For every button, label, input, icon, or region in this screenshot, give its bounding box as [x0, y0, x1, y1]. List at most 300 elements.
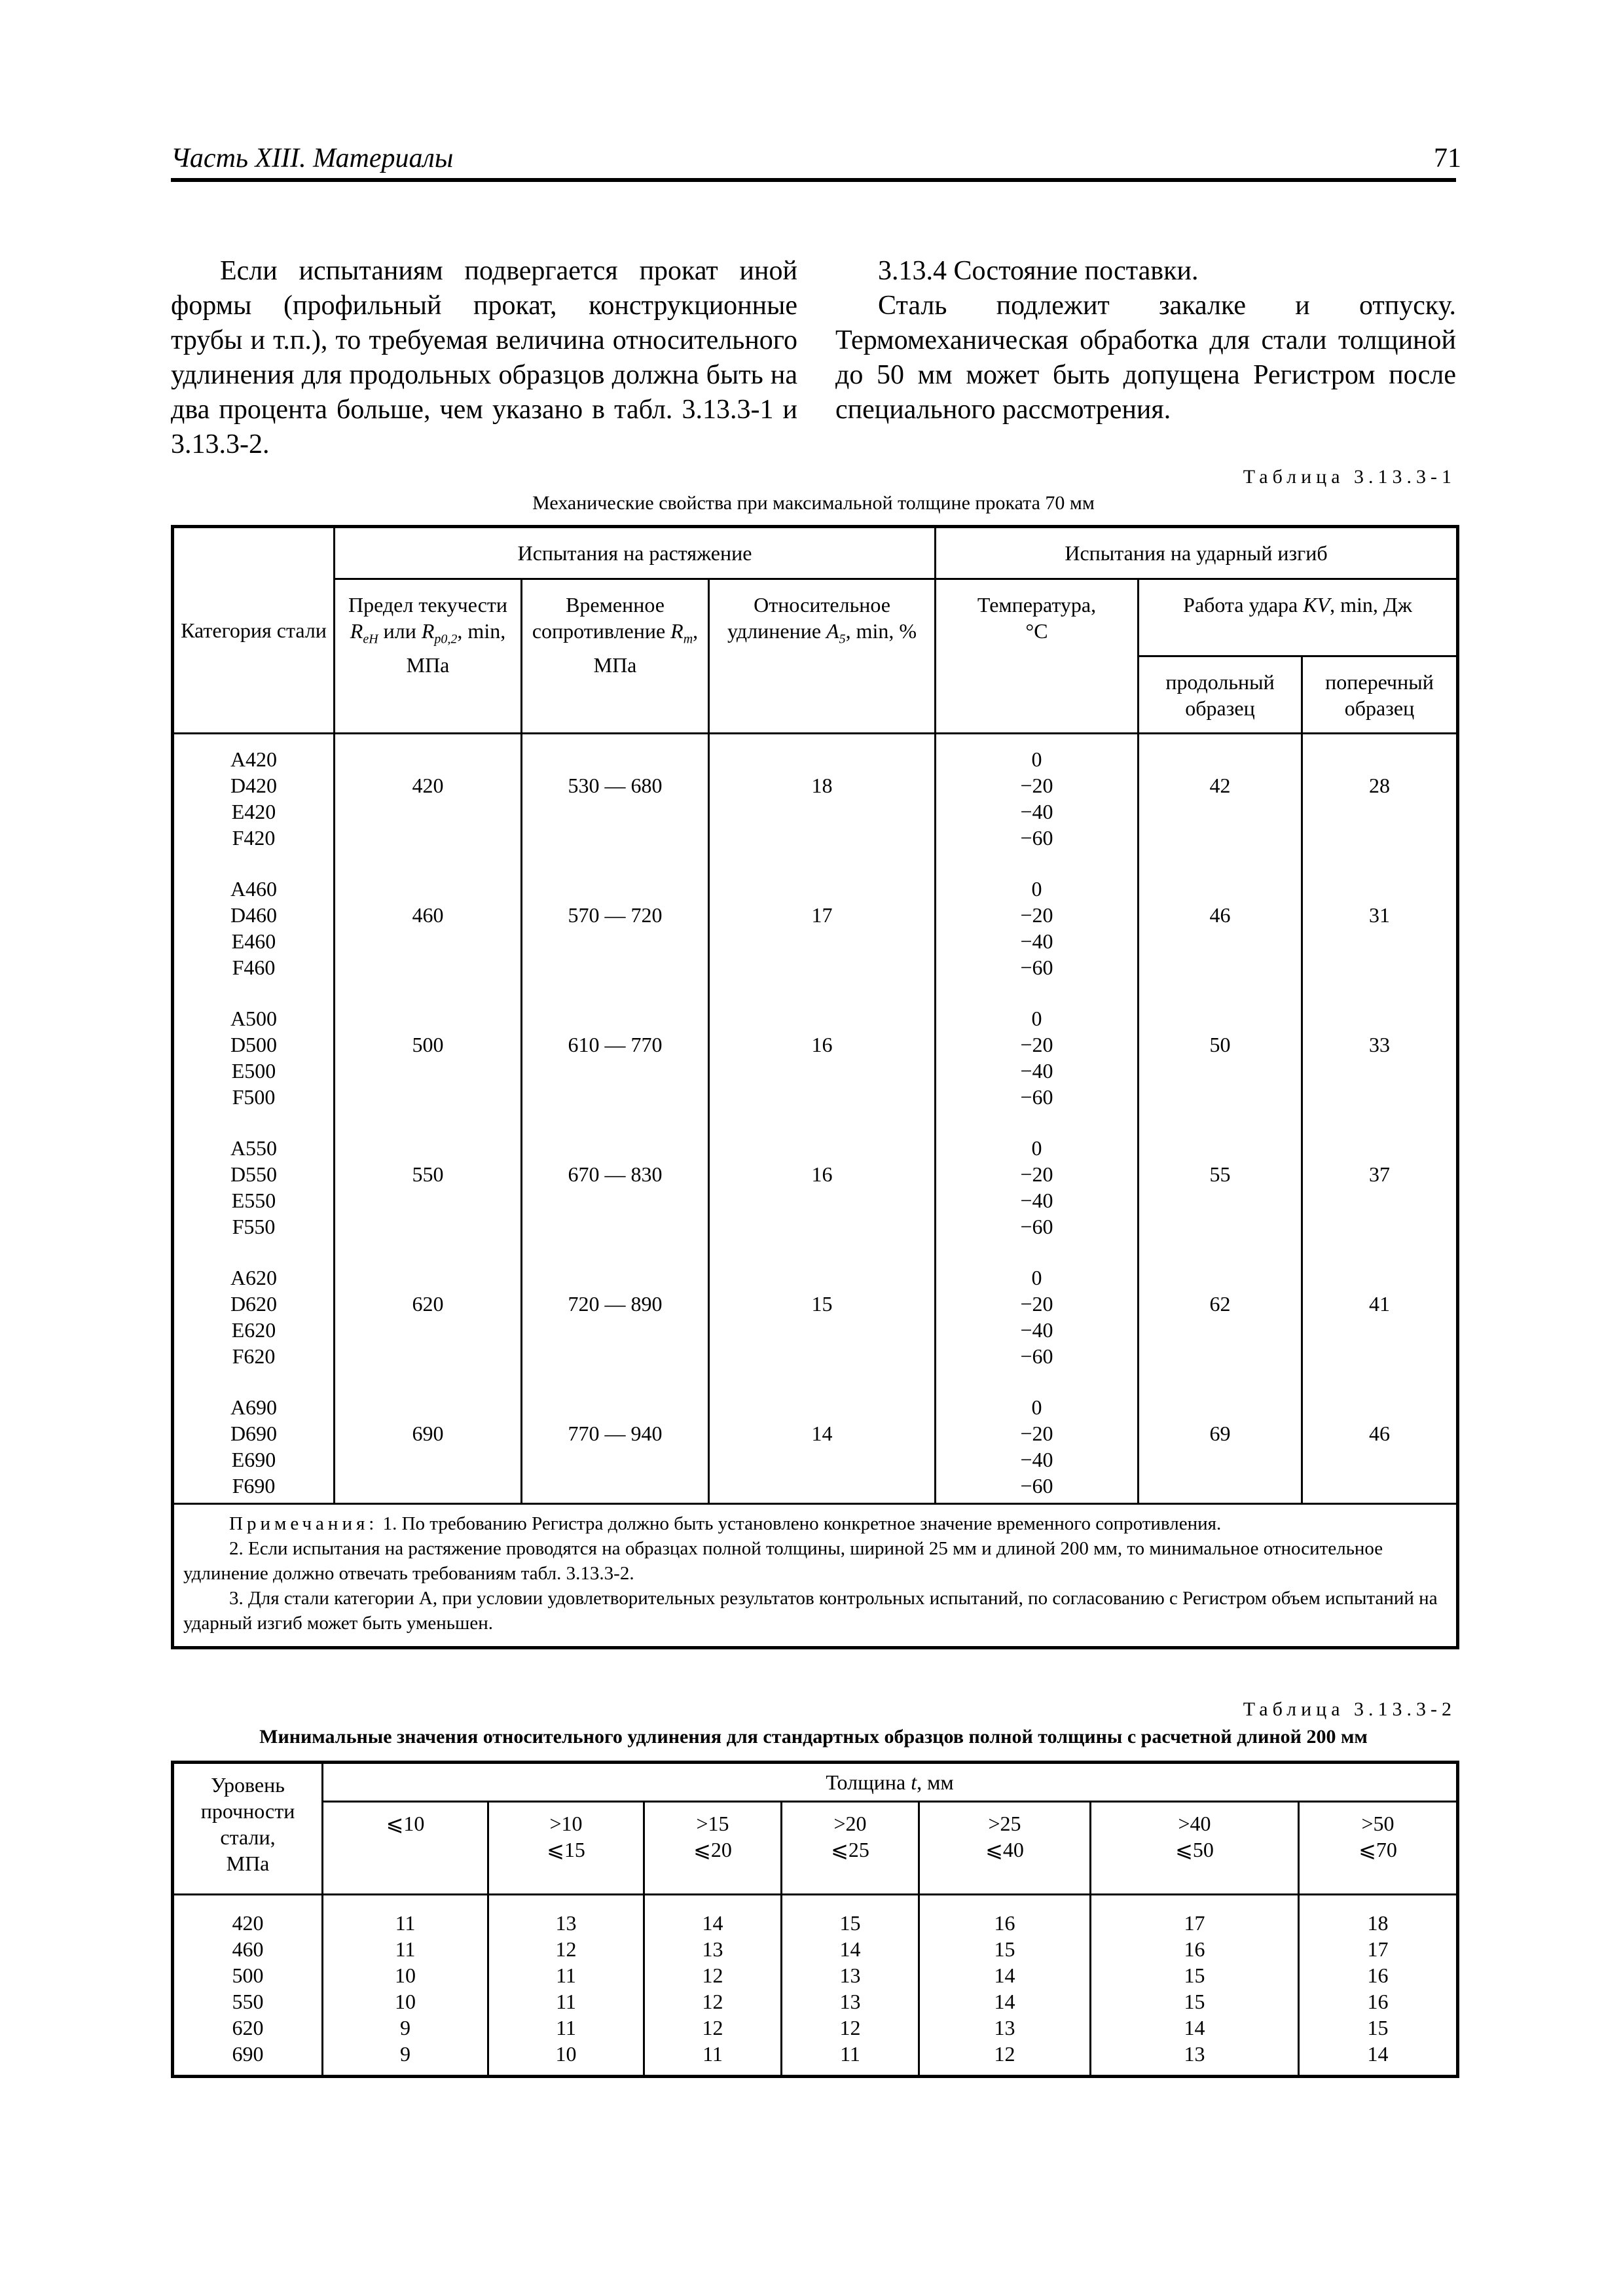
elongation-value-cell: 16 — [994, 1911, 1015, 1935]
spacer — [1303, 798, 1456, 825]
elongation-cell: 18 — [811, 774, 833, 797]
table1-label: Таблица 3.13.3-1 — [1243, 466, 1456, 488]
yield-cell: 460 — [412, 903, 444, 927]
spacer — [710, 1446, 934, 1473]
group-gap — [335, 1110, 520, 1135]
spacer — [335, 1265, 520, 1291]
spacer — [1139, 1394, 1301, 1420]
spacer — [1139, 1473, 1301, 1499]
elongation-value-cell: 12 — [702, 1990, 723, 2013]
header-strength-level: Уровень прочности стали, МПа — [173, 1763, 323, 1895]
elongation-cell: 14 — [811, 1422, 833, 1445]
elongation-value-cell: 15 — [839, 1911, 861, 1935]
spacer — [710, 1187, 934, 1213]
spacer — [335, 954, 520, 980]
grade-cell: D690 — [230, 1422, 278, 1445]
header-rule — [171, 178, 1456, 182]
spacer — [710, 1473, 934, 1499]
kv-trans-cell: 41 — [1369, 1292, 1390, 1316]
spacer — [1139, 928, 1301, 954]
spacer — [710, 876, 934, 902]
elongation-symbol: удлинение $A_5$, min, % — [727, 619, 917, 647]
note-2: 2. Если испытания на растяжение проводятся на образцах полной толщины, шириной 25 мм и длиной 200 мм, то минимальное относительное удлинение должно отвечать требованиям табл. 3.13.3-2. — [183, 1538, 1383, 1584]
spacer — [710, 1394, 934, 1420]
elongation-value-cell: 9 — [400, 2016, 410, 2039]
thickness-column-header — [1091, 1802, 1299, 1895]
spacer — [1303, 746, 1456, 772]
spacer — [1303, 1084, 1456, 1110]
strength-cell: 720 — 890 — [568, 1292, 663, 1316]
group-gap — [710, 1240, 934, 1265]
spacer — [1139, 798, 1301, 825]
spacer — [1303, 876, 1456, 902]
header-energy — [1139, 579, 1458, 656]
kv-long-cell: 50 — [1209, 1033, 1231, 1056]
spacer — [1303, 1317, 1456, 1343]
elongation-value-cell: 12 — [555, 1937, 577, 1961]
notes-cell — [173, 1504, 1458, 1648]
kv-long-cell: 46 — [1209, 903, 1231, 927]
temperature-cell: −20 — [1020, 1033, 1053, 1056]
grade-cell: D500 — [230, 1033, 278, 1056]
elongation-value-cell: 15 — [1367, 2016, 1389, 2039]
table1-notes — [173, 1504, 1458, 1648]
spacer — [522, 928, 708, 954]
header-transverse: поперечный образец — [1302, 656, 1458, 734]
col-kv-trans — [1302, 734, 1458, 1504]
kv-long-cell: 42 — [1209, 774, 1231, 797]
strength-level-cell: 460 — [232, 1937, 264, 1961]
spacer — [710, 1213, 934, 1240]
strength-cell: 570 — 720 — [568, 903, 663, 927]
temperature-cell: −20 — [1020, 1422, 1053, 1445]
header-thickness: Толщина t, мм — [323, 1763, 1458, 1802]
spacer — [1303, 1058, 1456, 1084]
spacer — [1139, 1005, 1301, 1031]
kv-trans-cell: 46 — [1369, 1422, 1390, 1445]
section-heading — [835, 254, 1456, 289]
kv-trans-cell: 37 — [1369, 1162, 1390, 1186]
col-strength — [522, 734, 709, 1504]
spacer — [335, 1446, 520, 1473]
group-gap — [936, 980, 1137, 1005]
group-gap — [335, 1240, 520, 1265]
thickness-bound: >20 — [833, 1812, 867, 1835]
thickness-bound: ⩽15 — [547, 1838, 585, 1861]
grade-cell: D620 — [230, 1292, 278, 1316]
strength-level-cell: 500 — [232, 1964, 264, 1987]
grade-cell: A460 — [230, 877, 278, 901]
group-gap — [1139, 1110, 1301, 1135]
elongation-cell: 15 — [811, 1292, 833, 1316]
table2-label: Таблица 3.13.3-2 — [1243, 1698, 1456, 1720]
spacer — [522, 1058, 708, 1084]
thickness-bound: ⩽10 — [386, 1812, 425, 1835]
strength-cell: 610 — 770 — [568, 1033, 663, 1056]
thickness-bound — [323, 1837, 487, 1863]
grade-cell: E420 — [231, 800, 276, 823]
spacer — [335, 1187, 520, 1213]
elongation-value-cell: 11 — [395, 1937, 416, 1961]
group-gap — [174, 1369, 333, 1394]
spacer — [522, 1343, 708, 1369]
section-3-13-4 — [835, 254, 1456, 427]
temperature-cell: −40 — [1020, 1059, 1053, 1083]
col-kv-long — [1139, 734, 1302, 1504]
spacer — [522, 746, 708, 772]
spacer — [335, 1005, 520, 1031]
temperature-cell: −40 — [1020, 800, 1053, 823]
group-gap — [1303, 1110, 1456, 1135]
spacer — [1303, 1265, 1456, 1291]
elongation-value-cell: 18 — [1367, 1911, 1389, 1935]
grade-cell: A620 — [230, 1266, 278, 1289]
spacer — [522, 1213, 708, 1240]
grade-cell: E690 — [231, 1448, 276, 1471]
spacer — [522, 1005, 708, 1031]
spacer — [335, 825, 520, 851]
thickness-column-header — [488, 1802, 644, 1895]
elongation-value-column — [1299, 1895, 1458, 2077]
elongation-value-cell: 15 — [1184, 1990, 1205, 2013]
kv-long-cell: 62 — [1209, 1292, 1231, 1316]
temperature-cell: −40 — [1020, 929, 1053, 953]
group-gap — [1139, 1240, 1301, 1265]
elongation-cell: 16 — [811, 1162, 833, 1186]
spacer — [710, 746, 934, 772]
strength-cell: 770 — 940 — [568, 1422, 663, 1445]
spacer — [522, 1187, 708, 1213]
grade-cell: A500 — [230, 1007, 278, 1030]
spacer — [1303, 954, 1456, 980]
notes-label: Примечания: — [229, 1513, 378, 1534]
elongation-value-cell: 12 — [994, 2042, 1015, 2066]
spacer — [710, 928, 934, 954]
spacer — [335, 1343, 520, 1369]
strength-symbol: сопротивление $R_m$, — [532, 619, 699, 647]
elongation-value-column — [919, 1895, 1091, 2077]
yield-cell: 420 — [412, 774, 444, 797]
spacer — [1139, 1317, 1301, 1343]
thickness-bound: ⩽70 — [1359, 1838, 1397, 1861]
spacer — [335, 1394, 520, 1420]
thickness-column-header — [919, 1802, 1091, 1895]
spacer — [1139, 1084, 1301, 1110]
spacer — [522, 1084, 708, 1110]
elongation-value-cell: 14 — [994, 1990, 1015, 2013]
temperature-cell: −20 — [1020, 1292, 1053, 1316]
elongation-value-cell: 14 — [702, 1911, 723, 1935]
spacer — [335, 1135, 520, 1161]
elongation-value-cell: 11 — [556, 1990, 576, 2013]
elongation-value-cell: 10 — [395, 1990, 416, 2013]
elongation-value-column — [1091, 1895, 1299, 2077]
left-paragraph — [171, 254, 797, 462]
temperature-cell: −60 — [1020, 1474, 1053, 1498]
thickness-bound: >10 — [549, 1812, 583, 1835]
group-gap — [1139, 980, 1301, 1005]
spacer — [1303, 1213, 1456, 1240]
spacer — [1139, 876, 1301, 902]
group-gap — [1139, 1369, 1301, 1394]
strength-cell: 670 — 830 — [568, 1162, 663, 1186]
elongation-value-cell: 12 — [702, 2016, 723, 2039]
group-gap — [522, 1110, 708, 1135]
section-number: 3.13.4 — [878, 256, 947, 286]
grade-cell: D550 — [230, 1162, 278, 1186]
grade-cell: F460 — [232, 956, 276, 979]
header-longitudinal: продольный образец — [1139, 656, 1302, 734]
group-gap — [522, 851, 708, 876]
spacer — [1303, 1446, 1456, 1473]
group-gap — [335, 1369, 520, 1394]
spacer — [522, 1317, 708, 1343]
temperature-cell: −40 — [1020, 1318, 1053, 1342]
elongation-value-cell: 14 — [1367, 2042, 1389, 2066]
strength-level-cell: 550 — [232, 1990, 264, 2013]
grade-cell: F620 — [232, 1344, 276, 1368]
group-gap — [710, 1369, 934, 1394]
thickness-bound: ⩽40 — [985, 1838, 1024, 1861]
group-gap — [710, 851, 934, 876]
elongation-cell: 16 — [811, 1033, 833, 1056]
spacer — [1303, 1005, 1456, 1031]
table1-body — [173, 734, 1458, 1504]
spacer — [335, 746, 520, 772]
thickness-bound: >50 — [1361, 1812, 1395, 1835]
spacer — [335, 928, 520, 954]
group-gap — [936, 1369, 1137, 1394]
thickness-bound: ⩽20 — [693, 1838, 732, 1861]
grade-cell: D460 — [230, 903, 278, 927]
elongation-value-cell: 13 — [994, 2016, 1015, 2039]
thickness-bound: >25 — [988, 1812, 1021, 1835]
elongation-value-cell: 14 — [1184, 2016, 1205, 2039]
kv-long-cell: 69 — [1209, 1422, 1231, 1445]
table-3-13-3-2 — [171, 1761, 1459, 2078]
elongation-value-cell: 17 — [1367, 1937, 1389, 1961]
temperature-cell: −60 — [1020, 956, 1053, 979]
page-number: 71 — [1434, 143, 1461, 173]
spacer — [710, 954, 934, 980]
spacer — [710, 1005, 934, 1031]
spacer — [1139, 746, 1301, 772]
elongation-value-cell: 10 — [555, 2042, 577, 2066]
elongation-value-cell: 14 — [994, 1964, 1015, 1987]
yield-cell: 550 — [412, 1162, 444, 1186]
header-yield: Предел текучести $R_{eH}$ или $R_{p0,2}$, min, МПа — [335, 579, 522, 734]
spacer — [1139, 1343, 1301, 1369]
table-3-13-3-1 — [171, 525, 1459, 1649]
spacer — [1139, 1058, 1301, 1084]
strength-level-cell: 620 — [232, 2016, 264, 2039]
grade-cell: F550 — [232, 1215, 276, 1238]
elongation-value-cell: 9 — [400, 2042, 410, 2066]
temperature-cell: −60 — [1020, 1215, 1053, 1238]
yield-cell: 620 — [412, 1292, 444, 1316]
spacer — [522, 798, 708, 825]
elongation-value-column — [782, 1895, 919, 2077]
group-gap — [174, 1110, 333, 1135]
group-gap — [1139, 851, 1301, 876]
spacer — [335, 876, 520, 902]
elongation-value-cell: 11 — [395, 1911, 416, 1935]
elongation-value-column — [488, 1895, 644, 2077]
col-yield — [335, 734, 522, 1504]
group-gap — [1303, 1240, 1456, 1265]
temperature-cell: 0 — [1031, 877, 1042, 901]
grade-cell: E620 — [231, 1318, 276, 1342]
section-text: Сталь подлежит закалке и отпуску. Термомеханическая обработка для стали толщиной до 50 мм может быть допущена Регистром после специального рассмотрения. — [835, 291, 1456, 425]
grade-cell: F500 — [232, 1085, 276, 1109]
header-impact: Испытания на ударный изгиб — [936, 527, 1458, 579]
spacer — [335, 1058, 520, 1084]
group-gap — [1303, 1369, 1456, 1394]
spacer — [522, 876, 708, 902]
col-grades — [173, 734, 335, 1504]
spacer — [710, 1265, 934, 1291]
kv-long-cell: 55 — [1209, 1162, 1231, 1186]
thickness-column-header — [644, 1802, 782, 1895]
spacer — [522, 1265, 708, 1291]
spacer — [1303, 1394, 1456, 1420]
elongation-value-cell: 13 — [555, 1911, 577, 1935]
elongation-value-cell: 13 — [1184, 2042, 1205, 2066]
spacer — [710, 825, 934, 851]
group-gap — [174, 980, 333, 1005]
spacer — [1139, 825, 1301, 851]
elongation-value-cell: 11 — [702, 2042, 723, 2066]
spacer — [1303, 1135, 1456, 1161]
spacer — [335, 1213, 520, 1240]
note-1: 1. По требованию Регистра должно быть установлено конкретное значение временного сопротивления. — [382, 1513, 1222, 1534]
temperature-cell: 0 — [1031, 1007, 1042, 1030]
temperature-cell: −20 — [1020, 1162, 1053, 1186]
kv-trans-cell: 28 — [1369, 774, 1390, 797]
temperature-cell: −40 — [1020, 1189, 1053, 1212]
spacer — [710, 1058, 934, 1084]
elongation-value-cell: 16 — [1367, 1990, 1389, 2013]
elongation-cell: 17 — [811, 903, 833, 927]
grade-cell: E550 — [231, 1189, 276, 1212]
strength-level-column — [173, 1895, 323, 2077]
header-tensile: Испытания на растяжение — [335, 527, 936, 579]
elongation-value-cell: 12 — [702, 1964, 723, 1987]
spacer — [710, 798, 934, 825]
elongation-value-cell: 14 — [839, 1937, 861, 1961]
spacer — [1139, 1446, 1301, 1473]
grade-cell: D420 — [230, 774, 278, 797]
elongation-value-cell: 11 — [556, 2016, 576, 2039]
grade-cell: A550 — [230, 1136, 278, 1160]
elongation-value-cell: 13 — [839, 1990, 861, 2013]
table2-title: Минимальные значения относительного удлинения для стандартных образцов полной толщины с расчетной длиной 200 мм — [259, 1726, 1368, 1748]
grade-cell: F690 — [232, 1474, 276, 1498]
spacer — [335, 1084, 520, 1110]
table2-body — [173, 1895, 1458, 2077]
spacer — [335, 798, 520, 825]
spacer — [710, 1135, 934, 1161]
spacer — [1303, 928, 1456, 954]
group-gap — [522, 1240, 708, 1265]
spacer — [710, 1084, 934, 1110]
spacer — [1303, 1343, 1456, 1369]
group-gap — [522, 980, 708, 1005]
temperature-cell: −60 — [1020, 1085, 1053, 1109]
group-gap — [522, 1369, 708, 1394]
temperature-cell: −60 — [1020, 826, 1053, 850]
group-gap — [710, 1110, 934, 1135]
spacer — [710, 1317, 934, 1343]
temperature-cell: −60 — [1020, 1344, 1053, 1368]
kv-trans-cell: 33 — [1369, 1033, 1390, 1056]
kv-trans-cell: 31 — [1369, 903, 1390, 927]
group-gap — [1303, 980, 1456, 1005]
spacer — [335, 1473, 520, 1499]
thickness-bound: ⩽50 — [1175, 1838, 1214, 1861]
elongation-value-cell: 13 — [702, 1937, 723, 1961]
group-gap — [936, 1110, 1137, 1135]
thickness-bound: >40 — [1178, 1812, 1211, 1835]
group-gap — [174, 1240, 333, 1265]
note-3: 3. Для стали категории A, при условии удовлетворительных результатов контрольных испытаний, по согласованию с Регистром объем испытаний на ударный изгиб может быть уменьшен. — [183, 1588, 1438, 1634]
elongation-value-cell: 15 — [1184, 1964, 1205, 1987]
elongation-value-cell: 10 — [395, 1964, 416, 1987]
col-temperature — [936, 734, 1139, 1504]
group-gap — [335, 980, 520, 1005]
spacer — [710, 1343, 934, 1369]
grade-cell: A690 — [230, 1395, 278, 1419]
spacer — [522, 1446, 708, 1473]
header-strength: Временное сопротивление $R_m$, МПа — [522, 579, 709, 734]
spacer — [1139, 954, 1301, 980]
energy-label: Работа удара KV, min, Дж — [1183, 593, 1412, 617]
spacer — [522, 1394, 708, 1420]
thickness-column-header — [782, 1802, 919, 1895]
section-title: Состояние поставки. — [953, 256, 1199, 286]
temperature-cell: 0 — [1031, 1136, 1042, 1160]
elongation-value-cell: 15 — [994, 1937, 1015, 1961]
thickness-column-header — [1299, 1802, 1458, 1895]
yield-cell: 500 — [412, 1033, 444, 1056]
temperature-cell: −40 — [1020, 1448, 1053, 1471]
group-gap — [936, 851, 1137, 876]
spacer — [522, 1135, 708, 1161]
spacer — [1303, 825, 1456, 851]
header-elongation: Относительное удлинение $A_5$, min, % — [709, 579, 936, 734]
spacer — [335, 1317, 520, 1343]
grade-cell: A420 — [230, 747, 278, 771]
group-gap — [710, 980, 934, 1005]
elongation-value-cell: 17 — [1184, 1911, 1205, 1935]
thickness-bound: ⩽25 — [831, 1838, 869, 1861]
temperature-cell: −20 — [1020, 903, 1053, 927]
group-gap — [335, 851, 520, 876]
spacer — [1139, 1213, 1301, 1240]
elongation-value-cell: 11 — [556, 1964, 576, 1987]
strength-cell: 530 — 680 — [568, 774, 663, 797]
elongation-value-cell: 11 — [840, 2042, 860, 2066]
grade-cell: E460 — [231, 929, 276, 953]
thickness-columns — [173, 1802, 1458, 1895]
spacer — [522, 954, 708, 980]
elongation-value-cell: 16 — [1184, 1937, 1205, 1961]
temperature-cell: 0 — [1031, 1395, 1042, 1419]
yield-symbol: $R_{eH}$ или $R_{p0,2}$, min, — [350, 619, 506, 647]
yield-cell: 690 — [412, 1422, 444, 1445]
spacer — [522, 1473, 708, 1499]
left-paragraph-text: Если испытаниям подвергается прокат иной формы (профильный прокат, конструкционные трубы и т.п.), то требуемая величина относительного удлинения для продольных образцов должна быть на два процента больше, чем указано в табл. 3.13.3-1 и 3.13.3-2. — [171, 256, 797, 459]
